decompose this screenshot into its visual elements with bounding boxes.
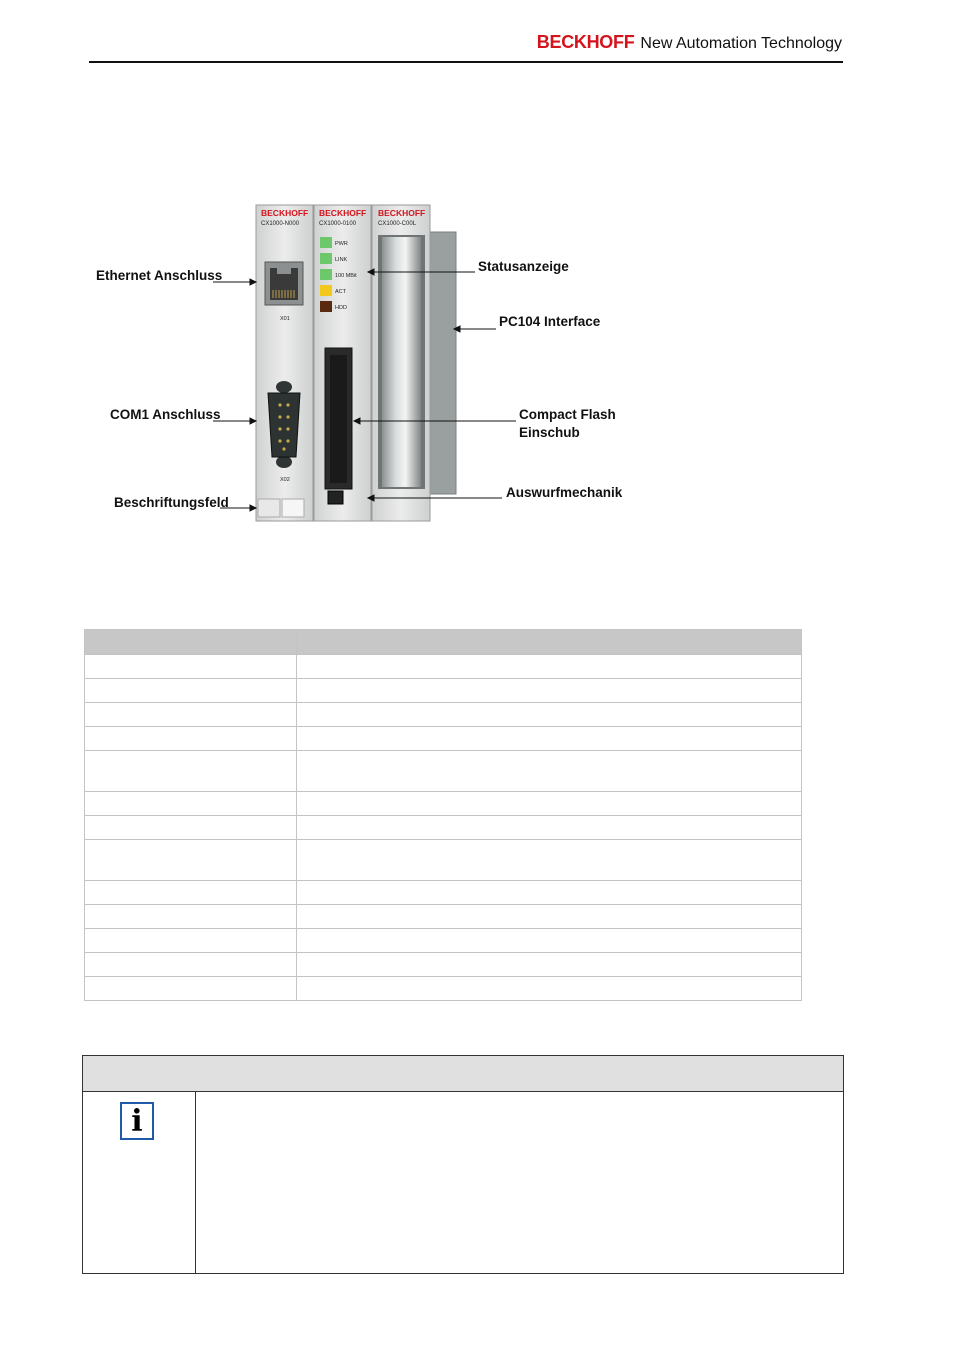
- table-row: [85, 655, 802, 679]
- table-row: [85, 881, 802, 905]
- note-box: [82, 1055, 844, 1274]
- table-row: [85, 977, 802, 1001]
- specification-table: [84, 629, 802, 1001]
- module-3-model: CX1000-C00L: [378, 221, 417, 227]
- table-row: [85, 727, 802, 751]
- table-header-cell: [85, 630, 297, 655]
- table-row: [85, 905, 802, 929]
- led-label-act: ACT: [335, 289, 346, 295]
- eject-button: [328, 491, 343, 504]
- led-label-100mbit: 100 MBit: [335, 273, 357, 279]
- note-icon-cell: [83, 1092, 196, 1273]
- callout-status: Statusanzeige: [478, 259, 569, 274]
- callout-cf-line1: Compact Flash: [519, 407, 616, 422]
- header-brand: [537, 32, 842, 53]
- port-x01-label: X01: [280, 316, 290, 322]
- info-icon: i: [120, 1102, 154, 1140]
- table-row: [85, 816, 802, 840]
- label-field: [258, 499, 280, 517]
- device-illustration: [90, 195, 630, 530]
- led-label-hdd: HDD: [335, 305, 347, 311]
- com1-port: [268, 381, 300, 468]
- module-1-model: CX1000-N000: [261, 221, 300, 227]
- beckhoff-logo: BECKHOFF: [536, 32, 635, 52]
- led-label-pwr: PWR: [335, 241, 348, 247]
- callout-com1: COM1 Anschluss: [110, 407, 221, 422]
- callout-label-field: Beschriftungsfeld: [114, 495, 229, 510]
- table-row: [85, 679, 802, 703]
- module-1-brand: BECKHOFF: [261, 208, 309, 218]
- led-label-link: LINK: [335, 257, 348, 263]
- led-100mbit: [320, 269, 332, 280]
- brand-tagline: New Automation Technology: [640, 35, 842, 52]
- table-header-cell: [297, 630, 802, 655]
- table-row: [85, 840, 802, 881]
- pc104-interface-plate: [428, 232, 456, 494]
- table-row: [85, 703, 802, 727]
- led-link: [320, 253, 332, 264]
- led-pwr: [320, 237, 332, 248]
- module-2-model: CX1000-0100: [319, 221, 357, 227]
- table-row: [85, 792, 802, 816]
- led-hdd: [320, 301, 332, 312]
- note-header: [83, 1056, 843, 1092]
- callout-pc104: PC104 Interface: [499, 314, 601, 329]
- callout-ethernet: Ethernet Anschluss: [96, 268, 223, 283]
- table-row: [85, 751, 802, 792]
- module-1: [256, 205, 313, 521]
- table-row: [85, 953, 802, 977]
- table-row: [85, 929, 802, 953]
- callout-eject: Auswurfmechanik: [506, 485, 623, 500]
- table-header-row: [85, 630, 802, 655]
- callout-cf-line2: Einschub: [519, 425, 580, 440]
- port-x02-label: X02: [280, 477, 290, 483]
- module-3-brand: BECKHOFF: [378, 208, 426, 218]
- module-2-brand: BECKHOFF: [319, 208, 367, 218]
- led-act: [320, 285, 332, 296]
- header-rule: [89, 61, 843, 63]
- device-figure: [90, 195, 630, 530]
